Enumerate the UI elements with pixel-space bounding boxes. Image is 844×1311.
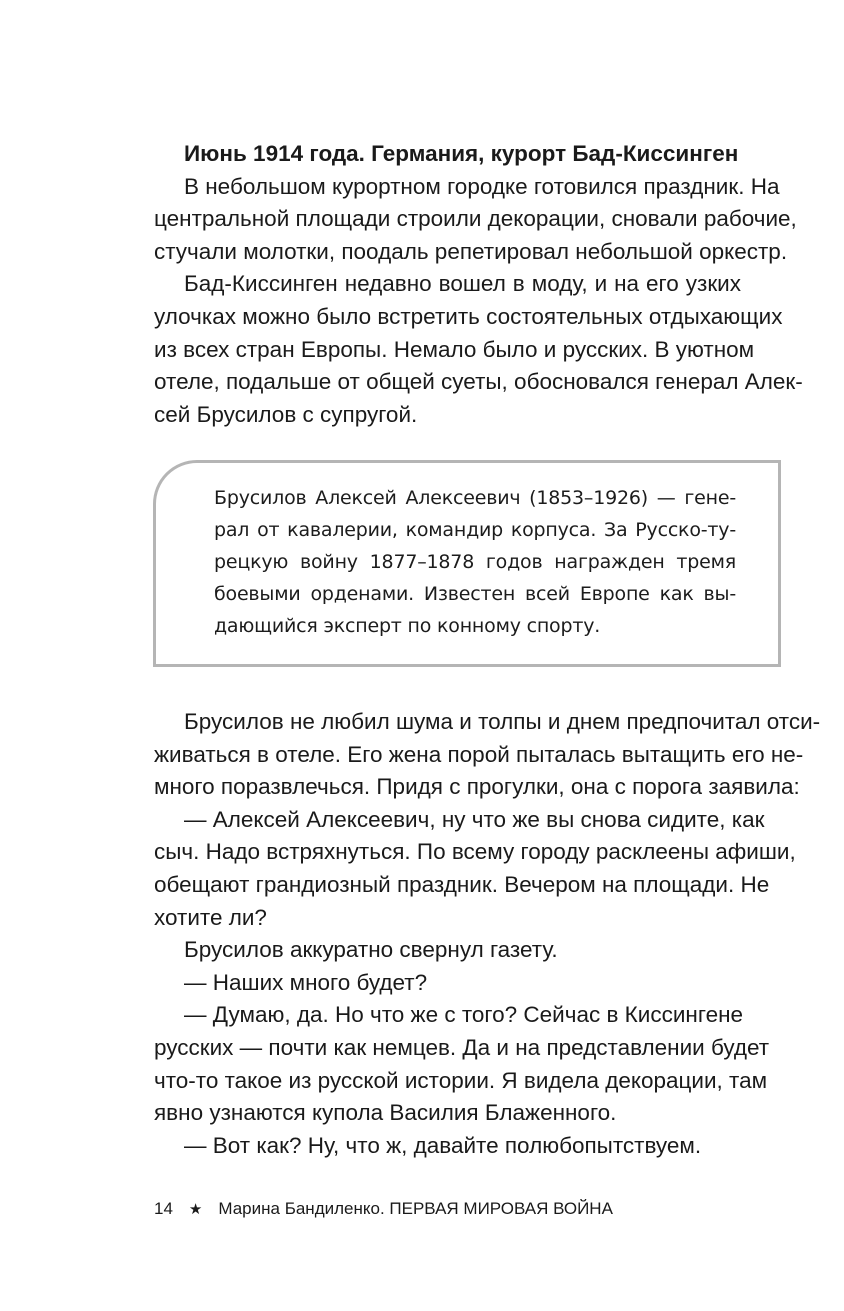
running-title: Марина Бандиленко. ПЕРВАЯ МИРОВАЯ ВОЙНА [218, 1199, 613, 1218]
paragraph-line: сыч. Надо встряхнуться. По всему городу расклеены афиши, [154, 839, 796, 865]
paragraph-line: живаться в отеле. Его жена порой пыталась вытащить его не- [154, 741, 804, 767]
opening-section [154, 138, 803, 431]
paragraph-line: стучали молотки, поодаль репетировал небольшой оркестр. [154, 238, 788, 264]
dialogue-section [154, 706, 821, 1162]
sidebar-line: рецкую войну 1877–1878 годов награжден тремя [214, 551, 736, 573]
paragraph-line: В небольшом курортном городке готовился праздник. На [184, 173, 780, 199]
paragraph-line: Брусилов не любил шума и толпы и днем предпочитал отси- [184, 709, 821, 734]
paragraph-line: Брусилов аккуратно свернул газету. [184, 937, 558, 963]
paragraph-line: — Вот как? Ну, что ж, давайте полюбопытствуем. [184, 1132, 702, 1158]
paragraph-line: обещают грандиозный праздник. Вечером на площади. Не [154, 871, 770, 897]
paragraph-line: центральной площади строили декорации, сновали рабочие, [154, 206, 797, 232]
biography-sidebar-text [214, 482, 736, 642]
paragraph-line: — Алексей Алексеевич, ну что же вы снова сидите, как [184, 806, 765, 832]
paragraph-line: сей Брусилов с супругой. [154, 401, 418, 427]
paragraph-line: улочках можно было встретить состоятельных отдыхающих [154, 303, 783, 329]
paragraph-line: русских — почти как немцев. Да и на представлении будет [154, 1034, 770, 1060]
sidebar-line: дающийся эксперт по конному спорту. [214, 615, 601, 637]
paragraph-line: отеле, подальше от общей суеты, обосновался генерал Алек- [154, 369, 803, 395]
paragraph-line: что-то такое из русской истории. Я видела декорации, там [154, 1067, 768, 1093]
sidebar-line: рал от кавалерии, командир корпуса. За Русско-ту- [214, 519, 736, 541]
paragraph-line: явно узнаются купола Василия Блаженного. [154, 1100, 617, 1126]
paragraph-line: много поразвлечься. Придя с прогулки, она с порога заявила: [154, 774, 800, 800]
paragraph-line: Бад-Киссинген недавно вошел в моду, и на его узких [184, 271, 741, 297]
sidebar-line: Брусилов Алексей Алексеевич (1853–1926) — гене- [214, 487, 736, 509]
sidebar-line: боевыми орденами. Известен всей Европе как вы- [214, 583, 736, 605]
page-number: 14 [154, 1199, 173, 1218]
paragraph-line: из всех стран Европы. Немало было и русских. В уютном [154, 336, 755, 362]
paragraph-line: — Наших много будет? [184, 969, 428, 995]
section-heading: Июнь 1914 года. Германия, курорт Бад-Киссинген [184, 141, 739, 166]
star-icon: ★ [188, 1201, 203, 1218]
paragraph-line: хотите ли? [154, 904, 267, 930]
page-footer [154, 1198, 613, 1221]
paragraph-line: — Думаю, да. Но что же с того? Сейчас в Киссингене [184, 1002, 744, 1028]
